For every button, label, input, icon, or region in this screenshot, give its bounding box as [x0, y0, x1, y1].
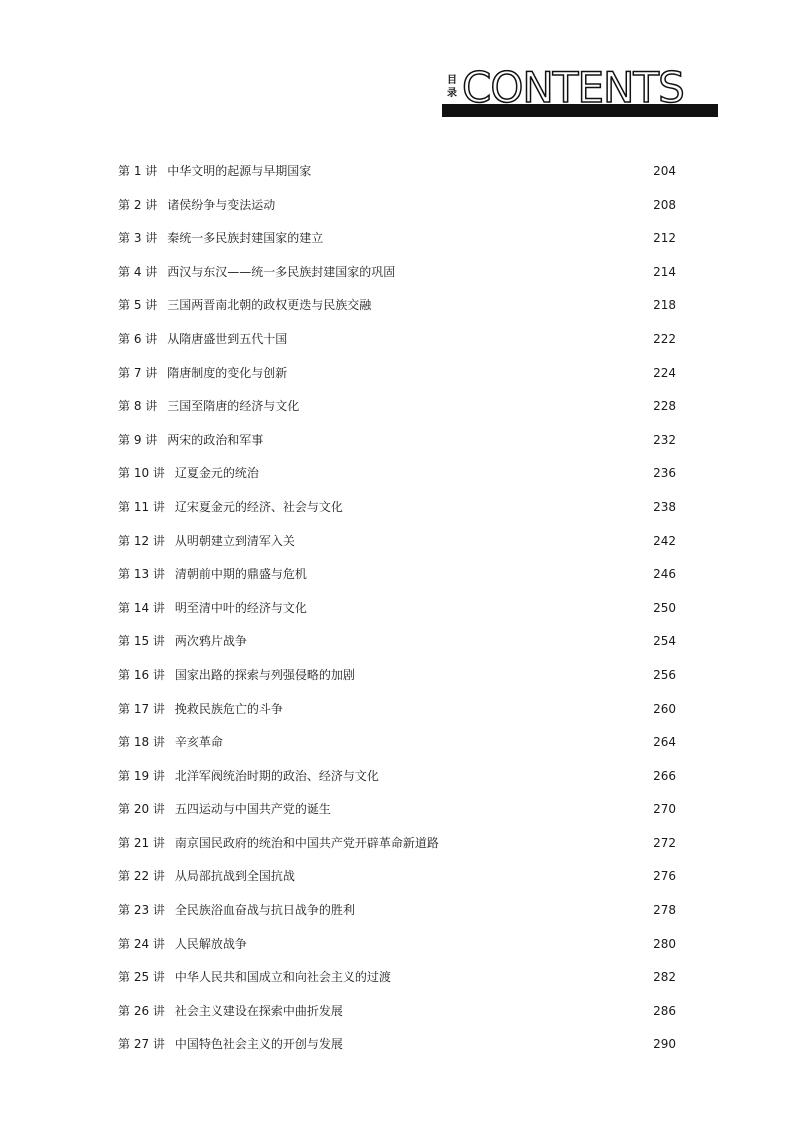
toc-lecture-number: 第 9 讲: [118, 432, 158, 447]
toc-entry[interactable]: [118, 693, 678, 727]
toc-entry[interactable]: [118, 525, 678, 559]
toc-lecture-title: 五四运动与中国共产党的诞生: [174, 802, 331, 817]
toc-lecture-number: 第 6 讲: [118, 331, 158, 346]
toc-lecture-number: 第 7 讲: [118, 365, 158, 380]
toc-entry[interactable]: [118, 289, 678, 323]
toc-page-number: 246: [653, 567, 676, 582]
toc-lecture-number: 第 27 讲: [118, 1037, 165, 1052]
toc-entry[interactable]: [118, 491, 678, 525]
toc-page-number: 278: [653, 903, 676, 918]
toc-page-number: 260: [653, 701, 676, 716]
toc-page-number: 208: [653, 197, 676, 212]
contents-logo: [442, 64, 718, 120]
toc-lecture-title: 从局部抗战到全国抗战: [174, 869, 295, 884]
toc-entry[interactable]: [118, 961, 678, 995]
toc-entry[interactable]: [118, 592, 678, 626]
toc-entry[interactable]: [118, 1028, 678, 1062]
toc-entry[interactable]: [118, 155, 678, 189]
toc-lecture-number: 第 21 讲: [118, 835, 165, 850]
toc-entry[interactable]: [118, 827, 678, 861]
toc-entry[interactable]: [118, 659, 678, 693]
toc-entry[interactable]: [118, 558, 678, 592]
toc-page-number: 232: [653, 432, 676, 447]
toc-lecture-number: 第 25 讲: [118, 970, 165, 985]
toc-lecture-number: 第 24 讲: [118, 936, 165, 951]
toc-lecture-number: 第 26 讲: [118, 1003, 165, 1018]
toc-page-number: 236: [653, 466, 676, 481]
toc-lecture-title: 西汉与东汉——统一多民族封建国家的巩固: [167, 264, 396, 279]
toc-entry[interactable]: [118, 357, 678, 391]
toc-entry[interactable]: [118, 256, 678, 290]
toc-lecture-title: 从明朝建立到清军入关: [174, 533, 295, 548]
toc-lecture-number: 第 2 讲: [118, 197, 158, 212]
toc-page-number: 224: [653, 365, 676, 380]
toc-page-number: 270: [653, 802, 676, 817]
toc-page-number: 280: [653, 936, 676, 951]
logo-chinese-char-1: 目: [447, 75, 457, 86]
toc-page-number: 204: [653, 164, 676, 178]
toc-lecture-title: 隋唐制度的变化与创新: [167, 365, 288, 380]
toc-lecture-number: 第 23 讲: [118, 903, 165, 918]
toc-lecture-title: 挽救民族危亡的斗争: [174, 701, 283, 716]
toc-lecture-title: 中华人民共和国成立和向社会主义的过渡: [174, 970, 391, 985]
toc-lecture-number: 第 11 讲: [118, 499, 165, 514]
toc-lecture-title: 国家出路的探索与列强侵略的加剧: [174, 667, 355, 682]
table-of-contents: [118, 155, 678, 1062]
toc-lecture-number: 第 17 讲: [118, 701, 165, 716]
toc-lecture-number: 第 4 讲: [118, 264, 158, 279]
toc-lecture-title: 清朝前中期的鼎盛与危机: [174, 567, 307, 582]
toc-page-number: 214: [653, 264, 676, 279]
toc-lecture-number: 第 14 讲: [118, 600, 165, 615]
toc-lecture-number: 第 19 讲: [118, 768, 165, 783]
toc-entry[interactable]: [118, 894, 678, 928]
toc-page-number: 264: [653, 735, 676, 750]
toc-entry[interactable]: [118, 457, 678, 491]
toc-lecture-title: 从隋唐盛世到五代十国: [167, 331, 288, 346]
toc-page-number: 254: [653, 634, 676, 649]
toc-lecture-number: 第 22 讲: [118, 869, 165, 884]
toc-lecture-title: 两次鸦片战争: [174, 634, 247, 649]
toc-page-number: 276: [653, 869, 676, 884]
toc-page-number: 228: [653, 399, 676, 414]
logo-chinese-char-2: 录: [447, 88, 457, 99]
toc-entry[interactable]: [118, 323, 678, 357]
toc-lecture-title: 中华文明的起源与早期国家: [167, 164, 312, 178]
toc-lecture-number: 第 5 讲: [118, 298, 158, 313]
toc-lecture-number: 第 15 讲: [118, 634, 165, 649]
toc-entry[interactable]: [118, 390, 678, 424]
toc-lecture-title: 辛亥革命: [174, 735, 223, 750]
toc-lecture-title: 两宋的政治和军事: [167, 432, 264, 447]
toc-lecture-title: 三国两晋南北朝的政权更迭与民族交融: [167, 298, 372, 313]
toc-page-number: 212: [653, 231, 676, 246]
toc-lecture-title: 人民解放战争: [174, 936, 247, 951]
toc-page-number: 282: [653, 970, 676, 985]
toc-entry[interactable]: [118, 995, 678, 1029]
toc-page-number: 266: [653, 768, 676, 783]
toc-lecture-title: 辽夏金元的统治: [174, 466, 259, 481]
toc-entry[interactable]: [118, 793, 678, 827]
toc-entry[interactable]: [118, 860, 678, 894]
toc-lecture-title: 北洋军阀统治时期的政治、经济与文化: [174, 768, 379, 783]
toc-lecture-number: 第 18 讲: [118, 735, 165, 750]
toc-lecture-number: 第 13 讲: [118, 567, 165, 582]
toc-lecture-title: 辽宋夏金元的经济、社会与文化: [174, 499, 343, 514]
toc-lecture-number: 第 20 讲: [118, 802, 165, 817]
toc-page-number: 286: [653, 1003, 676, 1018]
toc-page-number: 272: [653, 835, 676, 850]
toc-entry[interactable]: [118, 222, 678, 256]
toc-lecture-title: 三国至隋唐的经济与文化: [167, 399, 300, 414]
toc-entry[interactable]: [118, 760, 678, 794]
logo-chinese-label: [445, 74, 459, 100]
toc-lecture-title: 全民族浴血奋战与抗日战争的胜利: [174, 903, 355, 918]
toc-lecture-number: 第 10 讲: [118, 466, 165, 481]
toc-lecture-title: 明至清中叶的经济与文化: [174, 600, 307, 615]
toc-lecture-title: 诸侯纷争与变法运动: [167, 197, 276, 212]
toc-lecture-title: 秦统一多民族封建国家的建立: [167, 231, 324, 246]
toc-lecture-title: 社会主义建设在探索中曲折发展: [174, 1003, 343, 1018]
toc-page-number: 218: [653, 298, 676, 313]
toc-lecture-number: 第 3 讲: [118, 231, 158, 246]
logo-word: CONTENTS: [462, 63, 684, 112]
toc-lecture-number: 第 1 讲: [118, 164, 158, 178]
toc-entry[interactable]: [118, 726, 678, 760]
toc-lecture-number: 第 8 讲: [118, 399, 158, 414]
toc-page-number: 222: [653, 331, 676, 346]
toc-lecture-title: 南京国民政府的统治和中国共产党开辟革命新道路: [174, 835, 439, 850]
toc-lecture-number: 第 16 讲: [118, 667, 165, 682]
toc-entry[interactable]: [118, 928, 678, 962]
toc-entry[interactable]: [118, 189, 678, 223]
toc-lecture-number: 第 12 讲: [118, 533, 165, 548]
toc-page-number: 238: [653, 499, 676, 514]
toc-lecture-title: 中国特色社会主义的开创与发展: [174, 1037, 343, 1052]
toc-page-number: 250: [653, 600, 676, 615]
toc-entry[interactable]: [118, 424, 678, 458]
toc-page-number: 290: [653, 1037, 676, 1052]
toc-page-number: 256: [653, 667, 676, 682]
toc-entry[interactable]: [118, 625, 678, 659]
toc-page-number: 242: [653, 533, 676, 548]
